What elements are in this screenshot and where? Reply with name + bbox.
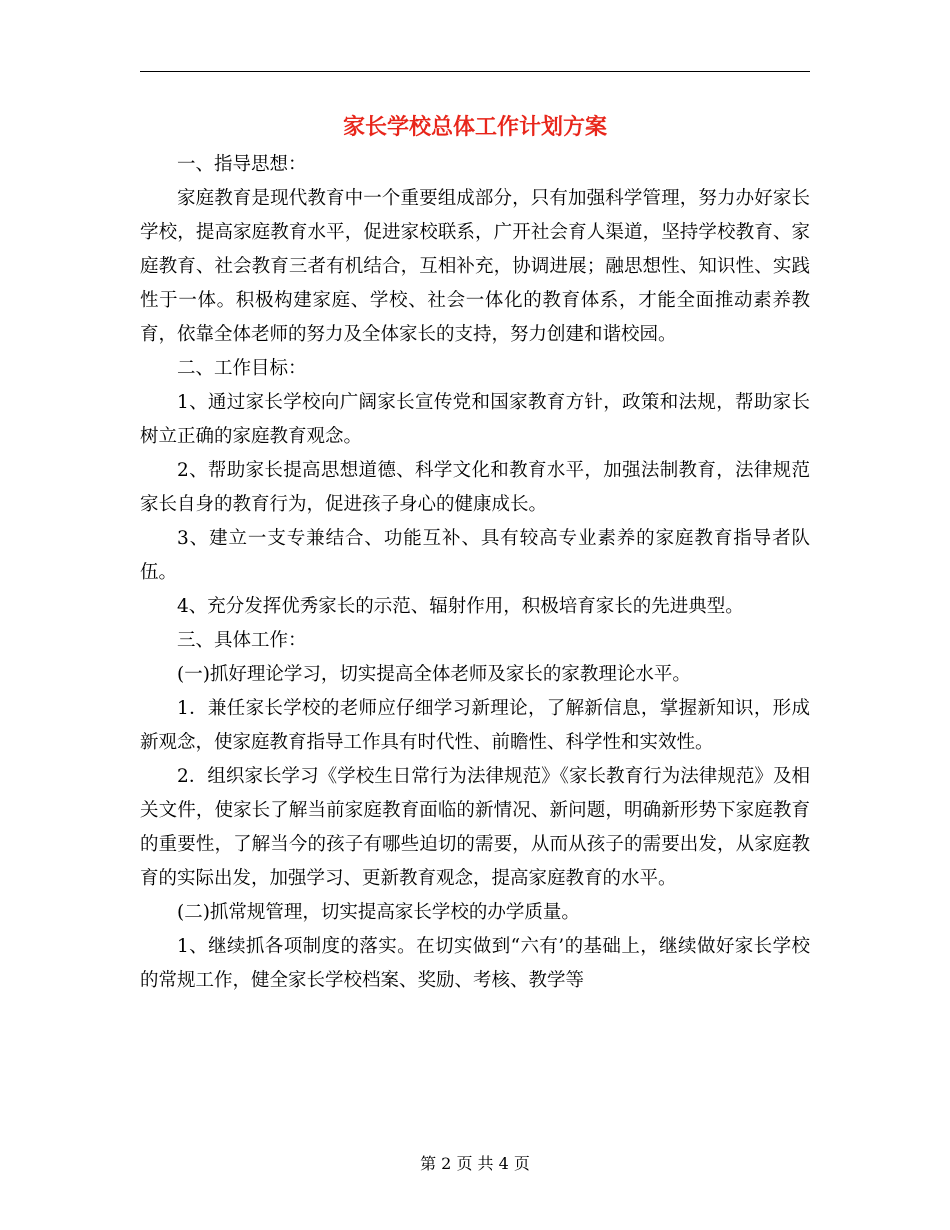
routine-item-1: 1、继续抓各项制度的落实。在切实做到“六有’的基础上，继续做好家长学校的常规工作，健全家长学校档案、奖励、考核、教学等 [140,936,810,991]
paragraph-guiding-thought: 家庭教育是现代教育中一个重要组成部分，只有加强科学管理，努力办好家长学校，提高家庭教育水平，促进家校联系，广开社会育人渠道，坚持学校教育、家庭教育、社会教育三者有机结合，互相补充，协调进展；融思想性、知识性、实践性于一体。积极构建家庭、学校、社会一体化的教育体系，才能全面推动素养教育，依靠全体老师的努力及全体家长的支持，努力创建和谐校园。 [140,188,810,345]
theory-item-2: 2．组织家长学习《学校生日常行为法律规范》《家长教育行为法律规范》及相关文件，使家长了解当前家庭教育面临的新情况、新问题，明确新形势下家庭教育的重要性，了解当今的孩子有哪些迫切的需要，从而从孩子的需要出发，从家庭教育的实际出发，加强学习、更新教育观念，提高家庭教育的水平。 [140,766,810,889]
subsection-heading-theory-study: (一)抓好理论学习，切实提高全体老师及家长的家教理论水平。 [177,664,691,685]
document-title: 家长学校总体工作计划方案 [342,114,607,140]
goal-item-1: 1、通过家长学校向广阔家长宣传党和国家教育方针，政策和法规，帮助家长树立正确的家庭教育观念。 [140,392,810,447]
header-rule [140,71,810,72]
page-footer [0,1152,950,1176]
goal-item-4: 4、充分发挥优秀家长的示范、辐射作用，积极培育家长的先进典型。 [177,596,744,617]
subsection-heading-routine-management: (二)抓常规管理，切实提高家长学校的办学质量。 [177,902,580,923]
page-number-label: 第 2 页 共 4 页 [420,1154,530,1173]
document-body [140,148,810,998]
section-heading-specific-work: 三、具体工作： [177,630,307,651]
goal-item-2: 2、帮助家长提高思想道德、科学文化和教育水平，加强法制教育，法律规范家长自身的教育行为，促进孩子身心的健康成长。 [140,460,810,515]
section-heading-guiding-thought: 一、指导思想： [177,154,307,175]
section-heading-work-goals: 二、工作目标： [177,358,307,379]
goal-item-3: 3、建立一支专兼结合、功能互补、具有较高专业素养的家庭教育指导者队伍。 [140,528,810,583]
theory-item-1: 1．兼任家长学校的老师应仔细学习新理论，了解新信息，掌握新知识，形成新观念，使家庭教育指导工作具有时代性、前瞻性、科学性和实效性。 [140,698,810,753]
